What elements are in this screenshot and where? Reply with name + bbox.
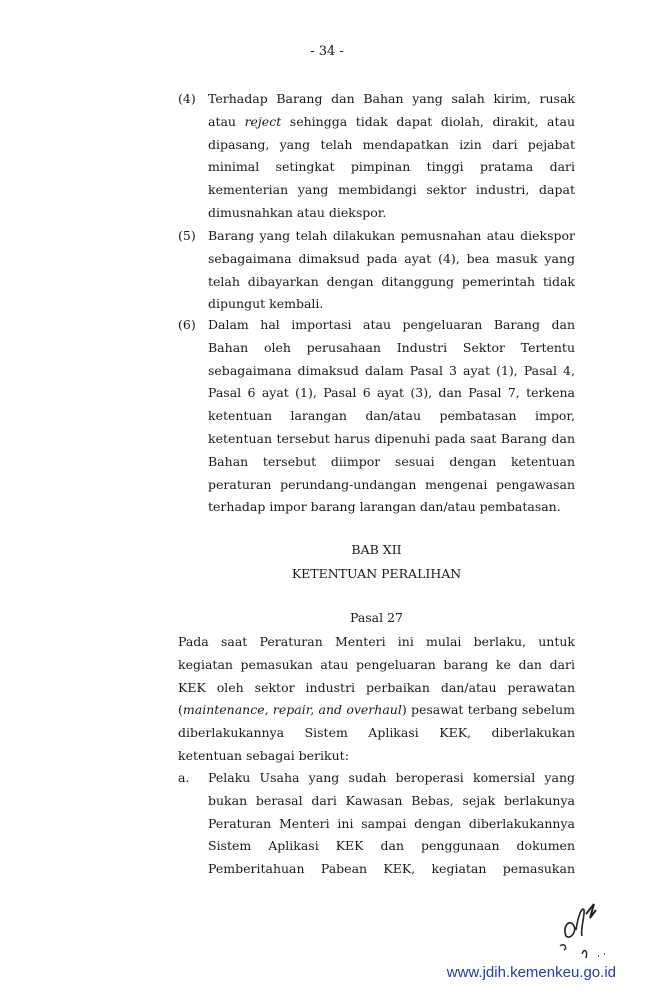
article-title: Pasal 27: [349, 610, 404, 625]
article-intro: [178, 631, 575, 768]
chapter-number: BAB XII: [351, 542, 402, 557]
text-line: atau reject sehingga tidak dapat diolah, dirakit, atau: [208, 113, 575, 129]
text-line: KEK oleh sektor industri perbaikan dan/atau perawatan: [178, 679, 575, 695]
text-line: ketentuan tersebut harus dipenuhi pada saat Barang dan: [208, 430, 575, 446]
item-number: (5): [178, 228, 196, 243]
text-line: Pasal 6 ayat (1), Pasal 6 ayat (3), dan Pasal 7, terkena: [208, 385, 575, 401]
item-number: (4): [178, 91, 196, 106]
text-line: diberlakukannya Sistem Aplikasi KEK, diberlakukan: [178, 725, 575, 741]
text-line: dipasang, yang telah mendapatkan izin dari pejabat: [208, 136, 575, 152]
chapter-title: KETENTUAN PERALIHAN: [291, 566, 462, 581]
item-number: (6): [178, 317, 196, 332]
footer-website-link[interactable]: www.jdih.kemenkeu.go.id: [446, 964, 616, 981]
text-line: terhadap impor barang larangan dan/atau pembatasan.: [208, 499, 561, 515]
text-line: (maintenance, repair, and overhaul) pesawat terbang sebelum: [178, 702, 575, 718]
text-line: Bahan tersebut diimpor sesuai dengan ketentuan: [208, 453, 575, 469]
text-line: Pada saat Peraturan Menteri ini mulai berlaku, untuk: [178, 634, 575, 649]
text-line: dipungut kembali.: [208, 296, 324, 312]
text-line: Bahan oleh perusahaan Industri Sektor Tertentu: [208, 339, 575, 355]
text-line: Terhadap Barang dan Bahan yang salah kirim, rusak: [208, 91, 575, 106]
text-line: Dalam hal importasi atau pengeluaran Barang dan: [208, 317, 575, 332]
text-line: Pemberitahuan Pabean KEK, kegiatan pemasukan: [208, 861, 575, 877]
paragraph-item-6: [178, 314, 575, 519]
page-number: - 34 -: [310, 44, 344, 59]
text-line: sebagaimana dimaksud dalam Pasal 3 ayat (1), Pasal 4,: [208, 362, 575, 378]
text-line: ketentuan sebagai berikut:: [178, 747, 349, 763]
item-number: a.: [178, 770, 190, 785]
text-line: bukan berasal dari Kawasan Bebas, sejak berlakunya: [208, 792, 575, 808]
text-line: peraturan perundang-undangan mengenai pengawasan: [208, 476, 575, 492]
text-line: Sistem Aplikasi KEK dan penggunaan dokumen: [208, 838, 575, 854]
text-line: telah dibayarkan dengan ditanggung pemerintah tidak: [208, 273, 575, 289]
text-line: ketentuan larangan dan/atau pembatasan impor,: [208, 408, 575, 424]
text-line: Barang yang telah dilakukan pemusnahan atau diekspor: [208, 228, 575, 243]
text-line: kementerian yang membidangi sektor industri, dapat: [208, 182, 575, 198]
text-line: kegiatan pemasukan atau pengeluaran barang ke dan dari: [178, 656, 575, 672]
sub-item-a: [178, 767, 575, 881]
handwritten-initials-icon: [552, 896, 612, 966]
text-line: dimusnahkan atau diekspor.: [208, 204, 387, 220]
text-line: sebagaimana dimaksud pada ayat (4), bea masuk yang: [208, 250, 575, 266]
text-line: Pelaku Usaha yang sudah beroperasi komersial yang: [208, 770, 575, 785]
paragraph-item-5: [178, 225, 575, 316]
text-line: minimal setingkat pimpinan tinggi pratama dari: [208, 159, 575, 175]
paragraph-item-4: [178, 88, 575, 225]
text-line: Peraturan Menteri ini sampai dengan diberlakukannya: [208, 815, 575, 831]
